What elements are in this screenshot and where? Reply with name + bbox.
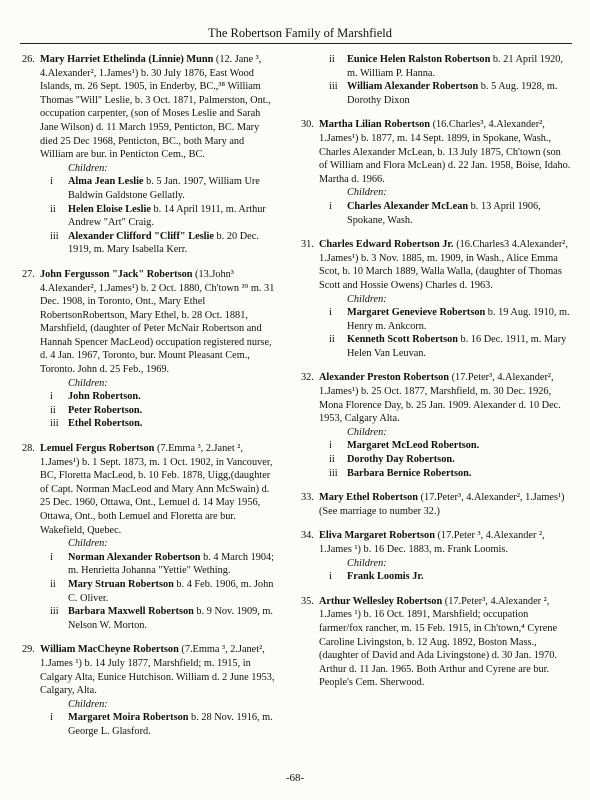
child-detail: b. 4 Feb. 1906, m. John C. Oliver. [68, 578, 274, 604]
entry-number: 35. [301, 595, 314, 607]
child-roman-numeral: i [50, 176, 53, 188]
entry-name: Eliva Margaret Robertson [319, 530, 435, 542]
child-roman-numeral: iii [329, 81, 338, 93]
entry-text: (17.Peter³, 4.Alexander², 1.James¹) (See marriage to number 32.) [319, 492, 565, 517]
child-detail: b. 19 Aug. 1910, m. Henry m. Ankcorn. [347, 307, 570, 332]
right-column [301, 53, 571, 701]
children-label: Children: [347, 426, 387, 438]
family-entry [301, 238, 571, 360]
entry-number: 33. [301, 492, 314, 504]
entry-name: Mary Ethel Robertson [319, 492, 418, 504]
entry-name: William MacCheyne Robertson [40, 644, 179, 656]
entry-paragraph [22, 53, 277, 162]
child-entry [301, 53, 571, 80]
children-label: Children: [347, 557, 387, 569]
entry-paragraph [301, 491, 571, 518]
child-roman-numeral: ii [329, 54, 335, 65]
page-header: The Robertson Family of Marshfield [208, 26, 392, 40]
child-entry [22, 417, 277, 431]
child-name: John Robertson. [68, 391, 141, 403]
child-entry [22, 578, 277, 605]
child-roman-numeral: i [329, 307, 332, 319]
entry-paragraph [22, 268, 277, 377]
family-entry [22, 268, 277, 431]
child-name: Eunice Helen Ralston Robertson [347, 54, 491, 65]
entry-name: Lemuel Fergus Robertson [40, 443, 155, 455]
children-label: Children: [68, 162, 108, 174]
child-name: Peter Robertson. [68, 404, 143, 416]
children-label: Children: [68, 377, 108, 389]
entry-name: Arthur Wellesley Robertson [319, 595, 443, 607]
entry-text: (12. Jane ³, 4.Alexander², 1.James¹) b. 30 July 1876, East Wood Islands, m. 26 Sept. 1905, in Enderby, BC.,³⁸ William Thomas "Will" Leslie, b. 3 Oct. 1871, Palmerston, Ont., occupation carpenter, (son of Moses Leslie and Sarah Jane Wilson) d. 11 March 1959, Penticton, BC. Mary died 25 Dec 1968, Penticton, BC., both Mary and William are bur. in Penticton Cem., BC. [40, 54, 271, 161]
child-name: Barbara Maxwell Robertson [68, 606, 194, 618]
family-entry [301, 371, 571, 480]
child-roman-numeral: ii [50, 578, 56, 590]
entry-name: Charles Edward Robertson Jr. [319, 239, 454, 251]
entry-number: 29. [22, 644, 35, 656]
family-entry [22, 442, 277, 632]
child-roman-numeral: iii [50, 418, 59, 430]
child-name: William Alexander Robertson [347, 81, 479, 93]
child-entry [22, 551, 277, 578]
child-entry [301, 570, 571, 584]
family-entry [22, 53, 277, 257]
child-name: Margaret Genevieve Robertson [347, 307, 486, 319]
child-name: Mary Struan Robertson [68, 578, 174, 590]
child-entry [301, 453, 571, 467]
child-roman-numeral: ii [329, 334, 335, 346]
child-entry [22, 203, 277, 230]
child-entry [301, 467, 571, 481]
child-detail: b. 21 April 1920, m. William P. Hanna. [347, 54, 563, 79]
child-roman-numeral: iii [329, 467, 338, 479]
entry-text: (16.Charles³, 4.Alexander², 1.James¹) b. 1877, m. 14 Sept. 1899, in Spokane, Wash., Charles Alexander McLean, b. 13 July 1875, Ch'town (son of William and Flora McLean) d. 22 Jan. 1958, Boise, Idaho. Martha d. 1966. [319, 119, 571, 185]
child-roman-numeral: ii [50, 404, 56, 416]
child-detail: b. 28 Nov. 1916, m. George L. Glasford. [68, 712, 273, 737]
child-detail: b. 16 Dec. 1911, m. Mary Helen Van Leuvan. [347, 334, 567, 359]
child-entry [22, 605, 277, 632]
child-roman-numeral: i [329, 200, 332, 212]
child-name: Kenneth Scott Robertson [347, 334, 458, 346]
continued-children [301, 53, 571, 107]
children-label: Children: [347, 187, 387, 199]
child-name: Norman Alexander Robertson [68, 551, 201, 563]
child-name: Margaret McLeod Robertson. [347, 440, 480, 452]
child-detail: b. 4 March 1904; m. Henrietta Johanna "Yettie" Wething. [68, 551, 275, 577]
child-detail: b. 9 Nov. 1909, m. Nelson W. Morton. [68, 606, 273, 631]
child-name: Margaret Moira Robertson [68, 712, 189, 724]
child-name: Alexander Clifford "Cliff" Leslie [68, 230, 214, 242]
left-column [22, 53, 277, 750]
entry-paragraph [301, 238, 571, 292]
family-entry [301, 491, 571, 518]
child-name: Frank Loomis Jr. [347, 571, 424, 583]
child-detail: b. 13 April 1906, Spokane, Wash. [347, 200, 541, 226]
family-entry [301, 529, 571, 583]
child-detail: b. 14 April 1911, m. Arthur Andrew "Art" Craig. [68, 203, 266, 229]
header-rule [20, 43, 572, 44]
entry-text: (7.Emma ³, 2.Janet ², 1.James¹) b. 1 Sept. 1873, m. 1 Oct. 1902, in Vancouver, BC, Floretta MacLeod, b. 10 Feb. 1878, Uigg,(daughter of Capt. Norman MacLeod and Mary Ann McSwain) d. 25 Dec. 1960, Ottawa, Ont., Lemuel d. 14 May 1956, Ottawa, Ont., both Lemuel and Floretta are bur. Wakefield, Quebec. [40, 443, 273, 536]
entry-paragraph [301, 118, 571, 186]
child-name: Charles Alexander McLean [347, 200, 469, 212]
entry-text: (7.Emma ³, 2.Janet², 1.James ¹) b. 14 July 1877, Marshfield; m. 1915, in Calgary Alta, Eunice Hutchison. William d. 2 June 1953, Calgary, Alta. [40, 644, 275, 697]
child-roman-numeral: ii [50, 203, 56, 215]
child-detail: b. 5 Jan. 1907, William Ure Baldwin Galdstone Gellatly. [68, 176, 260, 201]
entry-number: 26. [22, 54, 35, 65]
entry-text: (16.Charles3 4.Alexander², 1.James¹) b. 3 Nov. 1885, m. 1909, in Wash., Alice Emma Scot, b. 10 March 1889, Walla Walla, (daughter of Thomas Scott and Hossie Owens) Charles d. 1963. [319, 239, 568, 291]
entry-name: Alexander Preston Robertson [319, 372, 450, 384]
child-name: Alma Jean Leslie [68, 176, 144, 188]
entry-paragraph [22, 643, 277, 697]
entry-number: 28. [22, 443, 35, 455]
entry-number: 31. [301, 239, 314, 251]
child-entry [301, 333, 571, 360]
child-entry [301, 306, 571, 333]
entry-text: (17.Peter³, 4.Alexander², 1.James¹) b. 25 Oct. 1877, Marshfield, m. 30 Dec. 1926, Mona Florence Day, b. 25 Jan. 1909. Alexander d. 10 Dec. 1953, Calgary Alta. [319, 372, 561, 425]
page-number: -68- [285, 772, 305, 784]
child-detail: b. 5 Aug. 1928, m. Dorothy Dixon [347, 81, 558, 106]
entry-paragraph [22, 442, 277, 537]
family-entry [22, 643, 277, 738]
child-entry [22, 711, 277, 738]
entry-paragraph [301, 595, 571, 690]
entry-number: 34. [301, 530, 314, 542]
entry-number: 27. [22, 268, 35, 280]
child-entry [301, 80, 571, 107]
family-entry [301, 595, 571, 690]
entry-number: 32. [301, 372, 314, 384]
children-label: Children: [68, 698, 108, 710]
entry-name: Martha Lilian Robertson [319, 119, 430, 131]
child-entry [301, 200, 571, 227]
family-entry [301, 118, 571, 227]
entry-text: (17.Peter³, 4.Alexander ², 1.James ¹) b. 16 Oct. 1891, Marshfield; occupation farmer/fox rancher, m. 15 Feb. 1915, in Ch'town,⁴ Cyrene Caroline Livingston, b. 12 Aug. 1892, Boston Mass., (daughter of David and Ada Livingstone) d. 30 Jan. 1970. Arthur d. 11 Jan. 1965. Both Arthur and Cyrene are bur. People's Cem. Sherwood. [319, 595, 558, 689]
entry-paragraph [301, 371, 571, 425]
child-roman-numeral: i [50, 712, 53, 724]
child-roman-numeral: ii [329, 454, 335, 466]
child-entry [22, 175, 277, 202]
child-roman-numeral: iii [50, 606, 59, 618]
entry-paragraph [301, 529, 571, 556]
child-roman-numeral: i [329, 571, 332, 583]
child-entry [22, 390, 277, 404]
child-name: Dorothy Day Robertson. [347, 454, 455, 466]
child-name: Ethel Robertson. [68, 418, 143, 430]
child-entry [301, 439, 571, 453]
entry-text: (17.Peter ³, 4.Alexander ², 1.James ¹) b. 16 Dec. 1883, m. Frank Loomis. [319, 530, 545, 555]
child-roman-numeral: i [50, 391, 53, 403]
child-roman-numeral: i [50, 551, 53, 563]
child-entry [22, 404, 277, 418]
entry-name: John Fergusson "Jack" Robertson [40, 268, 193, 280]
entry-name: Mary Harriet Ethelinda (Linnie) Munn [40, 54, 214, 65]
entry-text: (13.John³ 4.Alexander², 1.James¹) b. 2 Oct. 1880, Ch'town ³⁹ m. 31 Dec. 1908, in Toronto, Ont., Mary Ethel RobertsonRobertson, Mary Ethel, b. 28 Oct. 1881, Marshfield, (daughter of Peter McNair Robertson and Hannah Spencer MacLeod) occupation registered nurse, d. 4 Jan. 1967, Toronto, bur. Mount Pleasant Cem., Toronto. John d. 25 Feb., 1969. [40, 268, 275, 376]
child-detail: b. 20 Dec. 1919, m. Mary Isabella Kerr. [68, 230, 259, 256]
entry-number: 30. [301, 119, 314, 131]
child-name: Barbara Bernice Robertson. [347, 467, 472, 479]
child-name: Helen Eloise Leslie [68, 203, 151, 215]
children-label: Children: [68, 538, 108, 550]
child-roman-numeral: iii [50, 230, 59, 242]
child-entry [22, 230, 277, 257]
child-roman-numeral: i [329, 440, 332, 452]
children-label: Children: [347, 293, 387, 305]
